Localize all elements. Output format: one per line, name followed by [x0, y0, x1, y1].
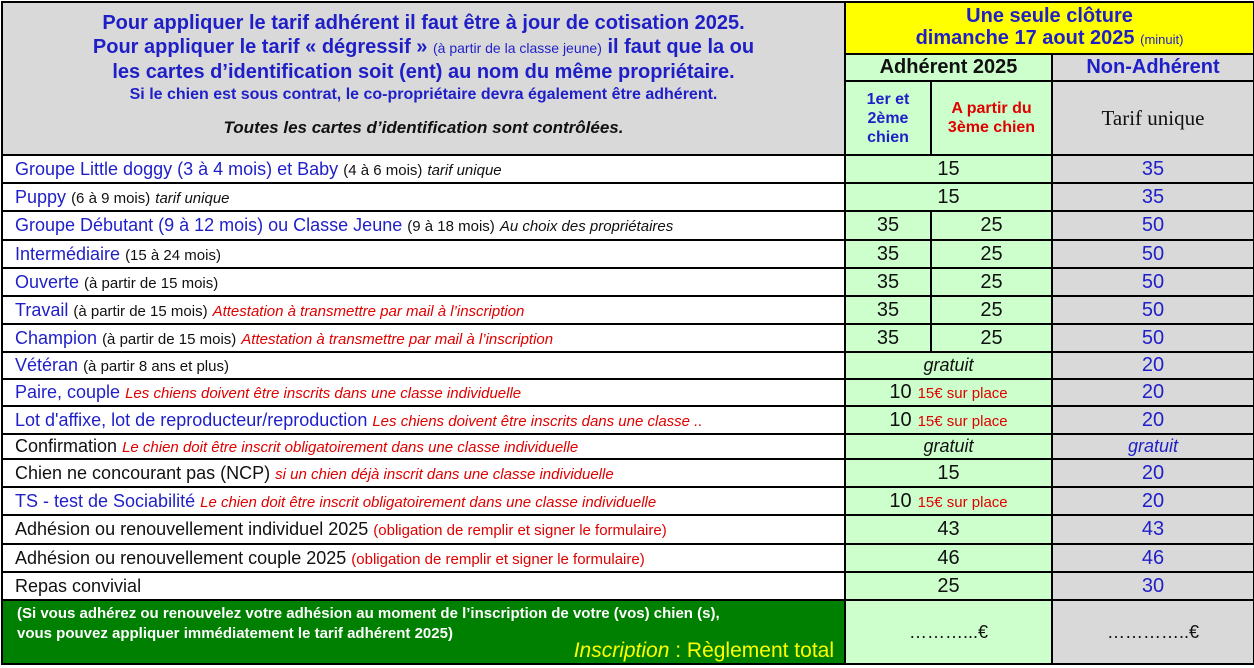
on-site-price: 15€ sur place [917, 385, 1008, 402]
price-adherent-value: 43 [937, 518, 960, 540]
row-title: Champion [15, 327, 98, 348]
row-age-range: (à partir de 15 mois) [84, 274, 219, 292]
price-adherent [845, 459, 1052, 487]
row-label [2, 379, 845, 406]
price-non-adherent-value: 50 [1141, 298, 1165, 321]
tarif-row [2, 459, 1254, 487]
tarif-row [2, 240, 1254, 268]
row-title: Confirmation [15, 436, 118, 456]
price-adherent-3: 25 [931, 240, 1052, 268]
price-non-adherent [1052, 544, 1254, 572]
row-label [2, 459, 845, 487]
tarif-row [2, 572, 1254, 600]
price-adherent-value: 15 [937, 185, 960, 208]
price-non-adherent [1052, 379, 1254, 406]
price-adherent-1-2: 35 [845, 211, 931, 240]
price-non-adherent-value: 20 [1141, 408, 1165, 431]
row-age-range: (à partir 8 ans et plus) [83, 358, 229, 375]
row-note: Attestation à transmettre par mail à l’inscription [212, 302, 525, 320]
price-non-adherent [1052, 240, 1254, 268]
tarif-row [2, 434, 1254, 459]
footer-line-2: vous pouvez appliquer immédiatement le tarif adhérent 2025) [17, 625, 453, 642]
footer-line-1: (Si vous adhérez ou renouvelez votre adhésion au moment de l’inscription de votre (vos) chien (s), [17, 605, 720, 622]
row-note: tarif unique [155, 189, 230, 207]
row-age-range: (à partir de 15 mois) [102, 330, 237, 348]
total-non-adherent-field[interactable]: …………..€ [1052, 600, 1254, 664]
price-non-adherent [1052, 324, 1254, 352]
price-adherent [845, 183, 1052, 211]
tarif-row [2, 268, 1254, 296]
row-note: Le chien doit être inscrit obligatoirement dans une classe individuelle [122, 439, 579, 456]
price-non-adherent-value: 43 [1141, 518, 1165, 540]
tarif-rows [2, 155, 1254, 600]
row-label [2, 352, 845, 379]
row-label [2, 296, 845, 324]
price-adherent-3: 25 [931, 324, 1052, 352]
price-non-adherent [1052, 183, 1254, 211]
price-non-adherent-value: 46 [1141, 546, 1165, 569]
conditions-header [2, 2, 845, 155]
price-adherent-3: 25 [931, 268, 1052, 296]
price-non-adherent [1052, 487, 1254, 515]
row-title: Lot d'affixe, lot de reproducteur/reproduction [15, 409, 368, 430]
price-non-adherent-value: 50 [1141, 214, 1165, 236]
row-title: TS - test de Sociabilité [15, 490, 196, 511]
row-age-range: (à partir de 15 mois) [73, 302, 208, 320]
row-note: Les chiens doivent être inscrits dans une classe individuelle [125, 385, 522, 402]
total-adherent-field[interactable]: ………...€ [845, 600, 1052, 664]
cloture-line-2: dimanche 17 aout 2025 (minuit) [915, 27, 1184, 49]
row-label [2, 572, 845, 600]
row-label [2, 211, 845, 240]
price-adherent-value: 46 [937, 546, 960, 569]
price-non-adherent-value: 20 [1141, 354, 1165, 376]
row-note: Le chien doit être inscrit obligatoirement dans une classe individuelle [200, 493, 657, 511]
tarif-row [2, 296, 1254, 324]
price-non-adherent [1052, 459, 1254, 487]
price-adherent [845, 406, 1052, 434]
price-non-adherent-value: 30 [1141, 574, 1165, 597]
adherent-header: Adhérent 2025 [845, 54, 1052, 81]
price-adherent-value: 10 [889, 408, 912, 431]
price-non-adherent [1052, 296, 1254, 324]
row-label [2, 183, 845, 211]
header-line-4: Si le chien est sous contrat, le co-propriétaire devra également être adhérent. [129, 86, 718, 103]
header-line-5: Toutes les cartes d’identification sont contrôlées. [223, 118, 624, 137]
row-label [2, 406, 845, 434]
first-second-dog-header: 1er et 2ème chien [845, 81, 931, 155]
row-title: Adhésion ou renouvellement couple 2025 [15, 547, 347, 568]
price-adherent-1-2: 35 [845, 268, 931, 296]
price-adherent [845, 544, 1052, 572]
price-non-adherent-value: 20 [1141, 381, 1165, 403]
price-non-adherent [1052, 572, 1254, 600]
row-age-range: (4 à 6 mois) [343, 161, 423, 179]
price-non-adherent [1052, 352, 1254, 379]
row-note: tarif unique [427, 161, 502, 179]
price-non-adherent-value: 20 [1141, 461, 1165, 484]
row-label [2, 487, 845, 515]
tarif-table [1, 1, 1254, 665]
price-non-adherent [1052, 211, 1254, 240]
row-title: Ouverte [15, 271, 80, 292]
row-title: Vétéran [15, 355, 79, 375]
header-line-2-paren: (à partir de la classe jeune) [433, 40, 602, 56]
header-line-1: Pour appliquer le tarif adhérent il faut être à jour de cotisation 2025. [102, 12, 745, 34]
header-line-3: les cartes d’identification soit (ent) au nom du même propriétaire. [112, 61, 735, 83]
price-non-adherent-value: 50 [1141, 242, 1165, 265]
price-adherent-1-2: 35 [845, 240, 931, 268]
price-non-adherent [1052, 155, 1254, 183]
row-title: Puppy [15, 186, 67, 207]
row-label [2, 324, 845, 352]
row-title: Travail [15, 299, 69, 320]
price-non-adherent-value: 50 [1141, 326, 1165, 349]
price-non-adherent-value: 50 [1141, 270, 1165, 293]
price-adherent-value: 15 [937, 461, 960, 484]
single-rate-header: Tarif unique [1052, 81, 1254, 155]
tarif-row [2, 211, 1254, 240]
price-non-adherent [1052, 434, 1254, 459]
on-site-price: 15€ sur place [917, 493, 1008, 511]
header-line-2: Pour appliquer le tarif « dégressif » (à partir de la classe jeune) il faut que la ou [92, 36, 755, 58]
tarif-row [2, 183, 1254, 211]
tarif-row [2, 515, 1254, 544]
tarif-row [2, 406, 1254, 434]
price-adherent-value: 15 [937, 157, 960, 180]
row-label [2, 544, 845, 572]
row-note: (obligation de remplir et signer le formulaire) [351, 550, 645, 568]
price-non-adherent [1052, 268, 1254, 296]
price-non-adherent-value: gratuit [1128, 436, 1179, 456]
footer-note [2, 600, 845, 664]
row-note: (obligation de remplir et signer le formulaire) [373, 522, 667, 539]
tarif-row [2, 487, 1254, 515]
price-adherent [845, 434, 1052, 459]
price-adherent-value: 10 [889, 489, 912, 512]
price-adherent-1-2: 35 [845, 324, 931, 352]
price-adherent-1-2: 35 [845, 296, 931, 324]
row-label [2, 434, 845, 459]
row-title: Paire, couple [15, 382, 121, 402]
price-adherent [845, 379, 1052, 406]
row-age-range: (6 à 9 mois) [71, 189, 151, 207]
row-note: si un chien déjà inscrit dans une classe individuelle [275, 465, 614, 483]
price-adherent [845, 352, 1052, 379]
price-non-adherent-value: 35 [1141, 157, 1165, 180]
row-title: Adhésion ou renouvellement individuel 2025 [15, 519, 369, 539]
price-adherent-value: gratuit [923, 436, 974, 456]
row-note: Au choix des propriétaires [499, 218, 674, 235]
row-label [2, 515, 845, 544]
tarif-row [2, 155, 1254, 183]
row-title: Chien ne concourant pas (NCP) [15, 462, 271, 483]
price-adherent [845, 155, 1052, 183]
price-adherent [845, 572, 1052, 600]
non-adherent-header: Non-Adhérent [1052, 54, 1254, 81]
cloture-minuit: (minuit) [1140, 32, 1184, 47]
row-label [2, 155, 845, 183]
price-adherent-value: gratuit [923, 355, 974, 375]
row-label [2, 268, 845, 296]
price-non-adherent-value: 20 [1141, 489, 1165, 512]
tarif-row [2, 544, 1254, 572]
tarif-row [2, 352, 1254, 379]
third-dog-header: A partir du 3ème chien [931, 81, 1052, 155]
price-adherent [845, 515, 1052, 544]
cloture-line-1: Une seule clôture [966, 5, 1133, 27]
price-adherent-3: 25 [931, 296, 1052, 324]
row-age-range: (9 à 18 mois) [407, 218, 495, 235]
row-title: Intermédiaire [15, 243, 121, 264]
row-title: Groupe Débutant (9 à 12 mois) ou Classe Jeune [15, 215, 403, 235]
row-label [2, 240, 845, 268]
price-adherent-3: 25 [931, 211, 1052, 240]
row-note: Attestation à transmettre par mail à l’inscription [241, 330, 554, 348]
price-adherent [845, 487, 1052, 515]
price-adherent-value: 10 [889, 381, 912, 403]
on-site-price: 15€ sur place [917, 412, 1008, 430]
tarif-row [2, 379, 1254, 406]
price-non-adherent [1052, 515, 1254, 544]
price-non-adherent-value: 35 [1141, 185, 1165, 208]
price-adherent-value: 25 [937, 574, 960, 597]
inscription-total-label: Inscription : Règlement total [573, 639, 834, 662]
tarif-row [2, 324, 1254, 352]
row-age-range: (15 à 24 mois) [125, 246, 221, 264]
row-note: Les chiens doivent être inscrits dans une classe .. [372, 412, 703, 430]
price-non-adherent [1052, 406, 1254, 434]
cloture-banner [845, 2, 1254, 54]
row-title: Groupe Little doggy (3 à 4 mois) et Baby [15, 158, 339, 179]
row-title: Repas convivial [15, 575, 142, 596]
